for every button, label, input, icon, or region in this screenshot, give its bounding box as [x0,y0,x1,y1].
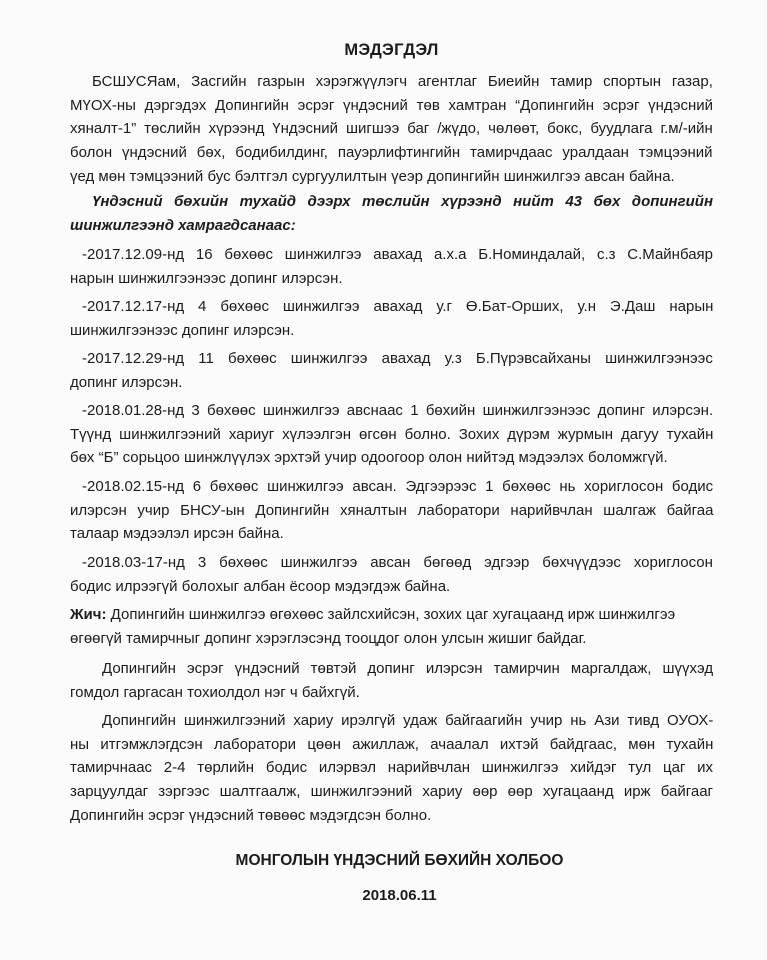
note-line [70,603,713,627]
signature-organization: МОНГОЛЫН ҮНДЭСНИЙ БӨХИЙН ХОЛБОО [235,852,564,869]
item-line: допинг илэрсэн. [70,373,183,391]
document-date: 2018.06.11 [362,887,437,904]
item-line: -2018.01.28-нд 3 бөхөөс шинжилгээ авснаас 1 бөхийн шинжилгээнээс допинг илэрсэн. [82,402,714,419]
item-line: шинжилгээнээс допинг илэрсэн. [70,321,295,339]
item-line: бодис илрээгүй болохыг албан ёсоор мэдэгдэж байна. [70,577,451,595]
intro-line: МҮОХ-ны дэргэдэх Допингийн эсрэг үндэсний төв хамтран “Допингийн эсрэг үндэсний [70,96,714,114]
heading-line: шинжилгээнд хамрагдсанаас: [70,216,296,234]
delay-paragraph [70,709,713,828]
item-line: -2017.12.09-нд 16 бөхөөс шинжилгээ авахад а.х.а Б.Номиндалай, с.з С.Майнбаяр [82,246,714,263]
document-title: МЭДЭГДЭЛ [344,41,439,59]
delay-line: зарцуулдаг зэргээс шалтгаалж, шинжилгээний хариу өөр өөр хугацаанд ирж байгааг [70,783,714,801]
document-page [70,0,713,960]
item-line: талаар мэдээлэл ирсэн байна. [70,525,284,543]
item-line: -2017.12.17-нд 4 бөхөөс шинжилгээ авахад у.г Ө.Бат-Орших, у.н Э.Даш нарын [82,298,714,315]
complaint-line: Допингийн эсрэг үндэсний төвтэй допинг илэрсэн тамирчин маргалдаж, шүүхэд [102,660,714,677]
note-paragraph [70,603,713,650]
delay-line: Допингийн эсрэг үндэсний төвөөс мэдэгдсэн болно. [70,806,432,824]
intro-paragraph [70,70,713,189]
test-item [70,551,713,598]
item-line: нарын шинжилгээнээс допинг илэрсэн. [70,269,343,287]
intro-line: хяналт-1” төслийн хүрээнд Үндэсний шигшээ баг /жүдо, чөлөөт, бокс, буудлага г.м/-ийн [70,120,713,138]
item-line: -2018.03-17-нд 3 бөхөөс шинжилгээ авсан бөгөөд эдгээр бөхчүүдээс хориглосон [82,554,713,571]
note-text: Допингийн шинжилгээ өгөхөөс зайлсхийсэн, зохих цаг хугацаанд ирж шинжилгээ [110,606,676,623]
delay-line: тамирчнаас 2-4 төрлийн бодис илэрвэл нарийвчлан шинжилгээ хийдэг тул цаг их [70,759,714,777]
complaint-paragraph [70,657,713,704]
delay-line: ны итгэмжлэгдсэн лаборатори цөөн ажиллаж, ачаалал ихтэй байдгаас, мөн тухайн [70,735,714,753]
heading-line: Үндэсний бөхийн тухайд дээрх төслийн хүрээнд нийт 43 бөх допингийн [92,193,714,210]
intro-line: БСШУСЯам, Засгийн газрын хэрэгжүүлэгч агентлаг Биеийн тамир спортын газар, [92,73,713,90]
test-item [70,399,713,470]
test-item [70,295,713,342]
note-line: өгөөгүй тамирчныг допинг хэрэглэсэнд тооцдог олон улсын жишиг байдаг. [70,629,587,647]
test-item [70,347,713,394]
complaint-line: гомдол гаргасан тохиолдол нэг ч байхгүй. [70,683,360,701]
test-item [70,243,713,290]
item-line: -2018.02.15-нд 6 бөхөөс шинжилгээ авсан. Эдгээрээс 1 бөхөөс нь хориглосон бодис [82,478,714,495]
delay-line: Допингийн шинжилгээний хариу ирэлгүй удаж байгаагийн учир нь Ази тивд ОУОХ- [102,712,714,729]
intro-line: үед мөн тэмцээний бус бэлтгэл сургуулилтын үеэр допингийн шинжилгээ авсан байна. [70,167,675,185]
intro-line: болон үндэсний бөх, бодибилдинг, пауэрлифтингийн тамирчдаас уралдаан тэмцээний [70,144,713,162]
section-heading [70,190,713,237]
note-label: Жич: [70,606,107,623]
item-line: бөх “Б” сорьцоо шинжлүүлэх эрхтэй учир одоогоор олон нийтэд мэдээлэх боломжгүй. [70,449,668,467]
item-line: илэрсэн учир БНСУ-ын Допингийн хяналтын лаборатори нарийвчлан шалгаж байгаа [70,501,714,519]
item-line: Түүнд шинжилгээний хариуг хүлээлгэн өгсөн болно. Зохих дүрэм журмын дагуу тухайн [70,425,714,443]
test-item [70,475,713,546]
item-line: -2017.12.29-нд 11 бөхөөс шинжилгээ авахад у.з Б.Пүрэвсайханы шинжилгээнээс [82,350,713,367]
